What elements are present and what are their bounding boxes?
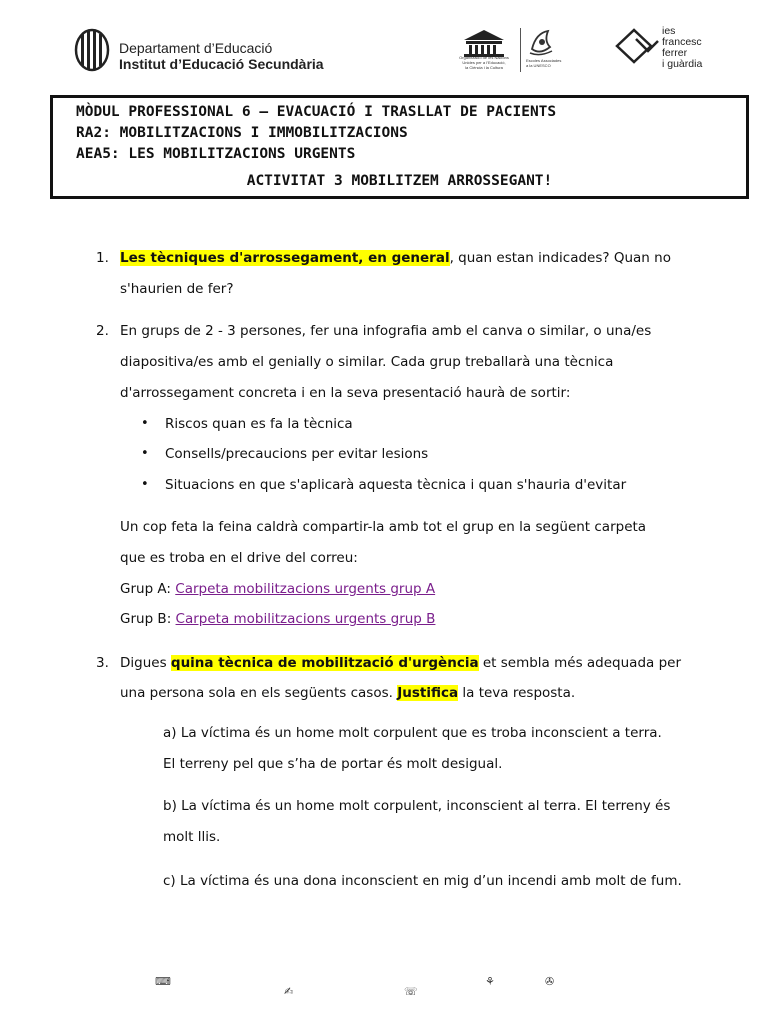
- question-number: 1.: [96, 250, 109, 266]
- keyboard-icon: ⌨: [155, 975, 171, 988]
- case-c-line: c) La víctima és una dona inconscient en mig d’un incendi amb molt de fum.: [163, 873, 682, 889]
- question-number: 3.: [96, 655, 109, 671]
- highlighted-phrase: quina tècnica de mobilització d'urgència: [170, 655, 479, 671]
- schools-caption-line: Escoles Associades: [526, 58, 562, 63]
- case-b-line1: b) La víctima és un home molt corpulent, inconscient al terra. El terreny és: [163, 798, 671, 814]
- list-item: Situacions en que s'aplicarà aquesta tècnica i quan s'hauria d'evitar: [165, 477, 627, 493]
- ies-name-line: francesc: [662, 36, 702, 48]
- department-name: Departament d’Educació: [119, 40, 273, 56]
- group-a-label: Grup A:: [120, 581, 176, 597]
- question-3-line1: [120, 655, 681, 671]
- group-b-folder-link[interactable]: Carpeta mobilitzacions urgents grup B: [175, 611, 436, 627]
- flower-icon: ⚘: [485, 975, 495, 988]
- text-span: , quan estan indicades? Quan no: [449, 250, 671, 266]
- ies-ffg-logo: [614, 27, 660, 65]
- text-span: et sembla més adequada per: [478, 655, 682, 671]
- list-item: Riscos quan es fa la tècnica: [165, 416, 353, 432]
- ies-name-line: ferrer: [662, 47, 688, 59]
- group-b-row: [120, 611, 435, 627]
- unesco-caption: [448, 55, 520, 70]
- telephone-icon: ☏: [404, 985, 418, 998]
- ra-title: RA2: MOBILITZACIONS I IMMOBILITZACIONS: [76, 125, 408, 141]
- ies-name-line: ies: [662, 25, 676, 37]
- question-3-line2: [120, 685, 575, 701]
- text-span: la teva resposta.: [458, 685, 576, 701]
- schools-caption-line: a la UNESCO: [526, 63, 551, 68]
- unesco-caption-line: Organització de les Nacions: [459, 55, 509, 60]
- unesco-caption-line: la Ciència i la Cultura: [465, 65, 503, 70]
- text-span: una persona sola en els següents casos.: [120, 685, 398, 701]
- question-2-line1: En grups de 2 - 3 persones, fer una infografia amb el canva o similar, o una/es: [120, 323, 652, 339]
- group-a-folder-link[interactable]: Carpeta mobilitzacions urgents grup A: [175, 581, 436, 597]
- text-span: Digues: [120, 655, 171, 671]
- case-a-line2: El terreny pel que s’ha de portar és molt desigual.: [163, 756, 503, 772]
- highlighted-word: Justifica: [397, 685, 459, 701]
- group-b-label: Grup B:: [120, 611, 176, 627]
- list-item: Consells/precaucions per evitar lesions: [165, 446, 429, 462]
- ies-name-line: i guàrdia: [662, 58, 703, 70]
- module-title: MÒDUL PROFESSIONAL 6 – EVACUACIÓ I TRASLLAT DE PACIENTS: [76, 104, 557, 120]
- question-2-line3: d'arrossegament concreta i en la seva presentació haurà de sortir:: [120, 385, 571, 401]
- case-a-line1: a) La víctima és un home molt corpulent que es troba inconscient a terra.: [163, 725, 662, 741]
- highlighted-phrase: Les tècniques d'arrossegament, en general: [120, 250, 450, 266]
- bullet-dot: •: [141, 477, 149, 492]
- question-1-line1: [120, 250, 704, 266]
- associated-schools-logo: [526, 27, 556, 57]
- bullet-dot: •: [141, 446, 149, 461]
- question-2-line2: diapositiva/es amb el genially o similar. Cada grup treballarà una tècnica: [120, 354, 614, 370]
- question-number: 2.: [96, 323, 109, 339]
- share-instructions-line1: Un cop feta la feina caldrà compartir-la amb tot el grup en la següent carpeta: [120, 519, 647, 535]
- institute-type: Institut d’Educació Secundària: [119, 56, 324, 72]
- activity-title: ACTIVITAT 3 MOBILITZEM ARROSSEGANT!: [246, 173, 553, 189]
- generalitat-logo: [74, 28, 110, 72]
- question-1-line2: s'haurien de fer?: [120, 281, 234, 297]
- associated-schools-caption: [526, 58, 576, 68]
- group-a-row: [120, 581, 435, 597]
- logo-divider: [520, 28, 521, 72]
- case-b-line2: molt llis.: [163, 829, 221, 845]
- bullet-dot: •: [141, 416, 149, 431]
- ies-name: [662, 26, 702, 70]
- share-instructions-line2: que es troba en el drive del correu:: [120, 550, 358, 566]
- writing-hand-icon: ✍: [284, 985, 294, 998]
- tape-icon: ✇: [545, 975, 555, 988]
- unesco-caption-line: Unides per a l’Educació,: [462, 60, 506, 65]
- aea-title: AEA5: LES MOBILITZACIONS URGENTS: [76, 146, 356, 162]
